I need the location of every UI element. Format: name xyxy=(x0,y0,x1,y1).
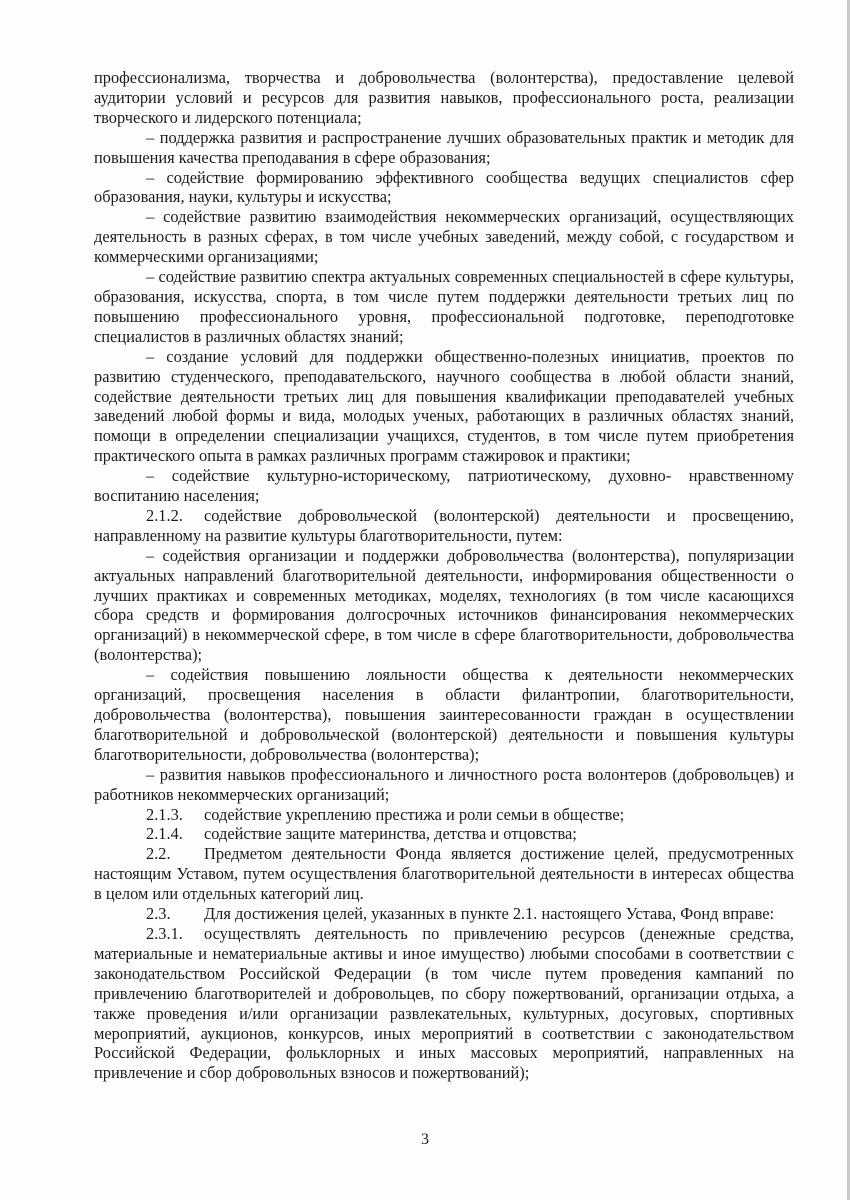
bullet-item: – содействие формированию эффективного сообщества ведущих специалистов сфер образования, науки, культуры и искусства; xyxy=(94,167,794,207)
clause-number: 2.1.3. xyxy=(146,804,183,824)
numbered-clause xyxy=(94,844,794,904)
numbered-clause xyxy=(94,904,794,924)
numbered-clause xyxy=(94,824,794,844)
numbered-clause xyxy=(94,924,794,1083)
clause-text: содействие защите материнства, детства и отцовства; xyxy=(204,824,577,844)
paragraph: профессионализма, творчества и добровольчества (волонтерства), предоставление целевой аудитории условий и ресурсов для развития навыков, профессионального роста, реализации творческого и лидерского потенциала; xyxy=(94,68,794,127)
numbered-clause xyxy=(94,805,794,825)
bullet-item: – развития навыков профессионального и личностного роста волонтеров (добровольцев) и работников некоммерческих организаций; xyxy=(94,764,794,804)
bullet-item: – создание условий для поддержки общественно-полезных инициатив, проектов по развитию студенческого, преподавательского, научного сообщества в любой области знаний, содействие деятельности третьих лиц для повышения квалификации преподавателей учебных заведений любой формы и вида, молодых ученых, работающих в различных областях знаний, помощи в определении специализации учащихся, студентов, в том числе путем приобретения практического опыта в рамках различных программ стажировок и практики; xyxy=(94,346,794,466)
clause-number: 2.2. xyxy=(146,844,171,864)
clause-text: Для достижения целей, указанных в пункте 2.1. настоящего Устава, Фонд вправе: xyxy=(204,904,775,924)
bullet-item: – содействие развитию взаимодействия некоммерческих организаций, осуществляющих деятельность в разных сферах, в том числе учебных заведений, между собой, с государством и коммерческими организациями; xyxy=(94,207,794,267)
clause-number: 2.3. xyxy=(146,904,171,924)
clause-number: 2.3.1. xyxy=(146,923,183,943)
bullet-item: – содействие культурно-историческому, патриотическому, духовно- нравственному воспитанию населения; xyxy=(94,466,794,506)
clause-text: содействие укреплению престижа и роли семьи в обществе; xyxy=(204,804,625,824)
clause-text: осуществлять деятельность по привлечению ресурсов (денежные средства, материальные и нематериальные активы и иное имущество) любыми способами в соответствии с законодательством Российской Федерации (в том числе путем проведения кампаний по привлечению благотворителей и добровольцев, по сбору пожертвований, организации отдыха, а также проведения и/или организации развлекательных, культурных, досуговых, спортивных мероприятий, аукционов, конкурсов, иных мероприятий в соответствии с законодательством Российской Федерации, фольклорных и иных массовых мероприятий, направленных на привлечение и сбор добровольных взносов и пожертвований); xyxy=(94,923,794,1083)
bullet-item: – содействия организации и поддержки добровольчества (волонтерства), популяризации актуальных направлений благотворительной деятельности, информирования общественности о лучших практиках и современных методиках, моделях, технологиях (в том числе касающихся сбора средств и формирования долгосрочных источников финансирования некоммерческих организаций) в некоммерческой сфере, в том числе в сфере благотворительности, добровольчества (волонтерства); xyxy=(94,545,794,665)
document-body xyxy=(94,68,794,1083)
bullet-item: – содействие развитию спектра актуальных современных специальностей в сфере культуры, образования, искусства, спорта, в том числе путем поддержки деятельности третьих лиц по повышению профессионального уровня, профессиональной подготовке, переподготовке специалистов в различных областях знаний; xyxy=(94,267,794,346)
numbered-clause xyxy=(94,506,794,546)
clause-text: Предметом деятельности Фонда является достижение целей, предусмотренных настоящим Уставом, путем осуществления благотворительной деятельности в интересах общества в целом или отдельных категорий лиц. xyxy=(94,844,794,904)
bullet-item: – поддержка развития и распространение лучших образовательных практик и методик для повышения качества преподавания в сфере образования; xyxy=(94,127,794,167)
clause-text: содействие добровольческой (волонтерской) деятельности и просвещению, направленному на развитие культуры благотворительности, путем: xyxy=(94,505,794,545)
bullet-item: – содействия повышению лояльности общества к деятельности некоммерческих организаций, просвещения населения в области филантропии, благотворительности, добровольчества (волонтерства), повышения заинтересованности граждан в осуществлении благотворительной и добровольческой (волонтерской) деятельности и повышения культуры благотворительности, добровольчества (волонтерства); xyxy=(94,665,794,764)
page-number: 3 xyxy=(421,1131,429,1148)
clause-number: 2.1.2. xyxy=(146,505,183,525)
clause-number: 2.1.4. xyxy=(146,824,183,844)
